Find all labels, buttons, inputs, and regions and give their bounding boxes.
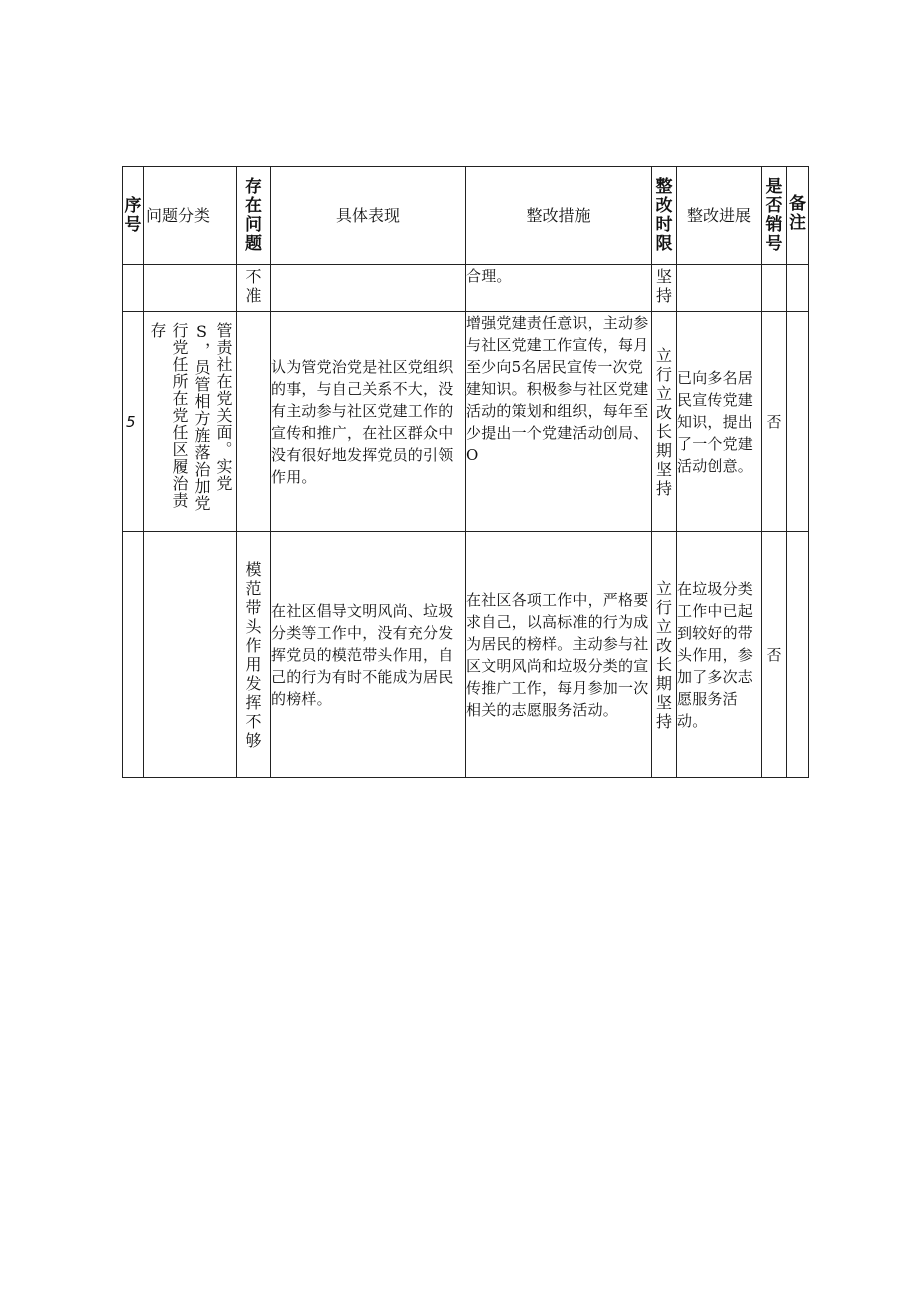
header-measures-label: 整改措施 — [526, 205, 591, 225]
header-progress — [677, 167, 762, 265]
header-manifestation — [271, 167, 466, 265]
cell-problem — [237, 265, 271, 312]
cell-closed — [762, 265, 787, 312]
cell-category — [144, 312, 237, 532]
header-closed-label: 是否销号 — [765, 176, 783, 254]
cell-deadline-text: 立行立改长期坚持 — [655, 578, 672, 731]
cell-problem — [237, 532, 271, 778]
header-remarks-label: 备注 — [789, 194, 806, 233]
header-manifestation-label: 具体表现 — [335, 205, 400, 225]
cell-deadline-text: 坚持 — [655, 267, 672, 305]
cell-seq: 5 — [123, 312, 144, 532]
header-remarks — [787, 167, 809, 265]
table-row — [123, 312, 809, 532]
header-problem — [237, 167, 271, 265]
cell-deadline — [652, 532, 677, 778]
cell-problem-text: 模范带头作用发挥不够 — [245, 559, 262, 750]
cell-progress: 在垃圾分类工作中已起到较好的带头作用，参加了多次志愿服务活动。 — [677, 532, 762, 778]
table-row — [123, 532, 809, 778]
header-deadline-label: 整改时限 — [655, 176, 673, 254]
header-seq-label: 序号 — [124, 195, 142, 235]
cell-closed: 否 — [762, 532, 787, 778]
cell-manifestation — [271, 265, 466, 312]
table-row — [123, 265, 809, 312]
cell-closed: 否 — [762, 312, 787, 532]
header-closed — [762, 167, 787, 265]
header-row — [123, 167, 809, 265]
cell-measures: 在社区各项工作中，严格要求自己，以高标准的行为成为居民的榜样。主动参与社区文明风尚和垃圾分类的宣传推广工作，每月参加一次相关的志愿服务活动。 — [466, 532, 652, 778]
header-measures — [466, 167, 652, 265]
cell-category — [144, 532, 237, 778]
cell-deadline — [652, 265, 677, 312]
cell-seq — [123, 532, 144, 778]
cell-problem-text: 不准 — [245, 267, 262, 305]
cell-measures: 合理。 — [466, 265, 652, 312]
cell-manifestation: 在社区倡导文明风尚、垃圾分类等工作中，没有充分发挥党员的模范带头作用，自己的行为有时不能成为居民的榜样。 — [271, 532, 466, 778]
cell-manifestation: 认为管党治党是社区党组织的事，与自己关系不大，没有主动参与社区党建工作的宣传和推广，在社区群众中没有很好地发挥党员的引领作用。 — [271, 312, 466, 532]
cell-remarks — [787, 532, 809, 778]
header-deadline — [652, 167, 677, 265]
rectification-table — [122, 166, 809, 778]
header-category-label: 问题分类 — [146, 205, 211, 225]
cell-progress — [677, 265, 762, 312]
cell-problem — [237, 312, 271, 532]
cell-measures: 增强党建责任意识，主动参与社区党建工作宣传，每月至少向5名居民宣传一次党建知识。积极参与社区党建活动的策划和组织，每年至少提出一个党建活动创局、O — [466, 312, 652, 532]
header-progress-label: 整改进展 — [686, 205, 751, 225]
cell-seq — [123, 265, 144, 312]
cell-category-text: 管责社在党关面。实党S，员管相方旌落治加党行党任所在党任区履治责存 — [148, 321, 233, 512]
header-seq — [123, 167, 144, 265]
header-problem-label: 存在问题 — [245, 176, 262, 254]
cell-progress: 已向多名居民宣传党建知识，提出了一个党建活动创意。 — [677, 312, 762, 532]
header-category — [144, 167, 237, 265]
cell-deadline — [652, 312, 677, 532]
cell-remarks — [787, 265, 809, 312]
cell-remarks — [787, 312, 809, 532]
cell-deadline-text: 立行立改长期坚持 — [655, 345, 672, 498]
cell-category — [144, 265, 237, 312]
